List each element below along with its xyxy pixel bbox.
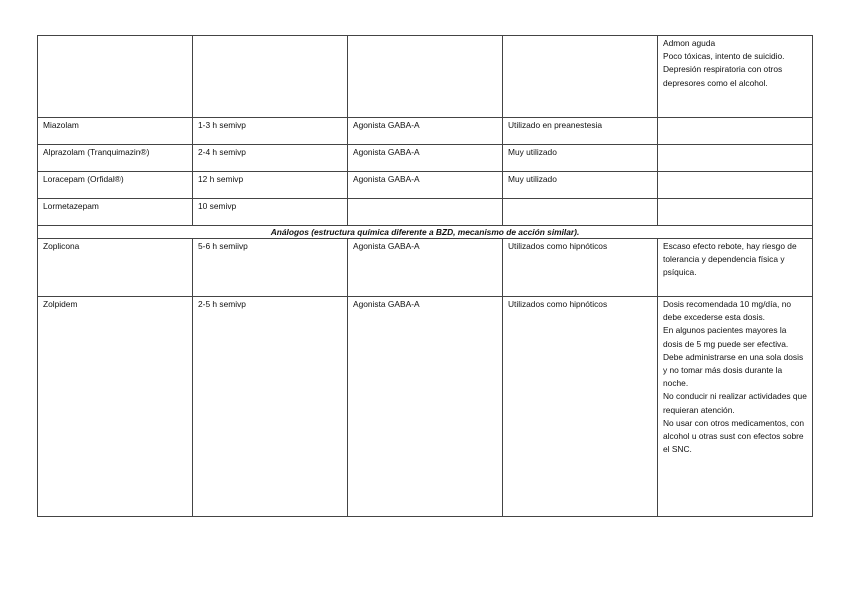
cell-notes xyxy=(658,145,813,172)
cell-mechanism xyxy=(348,199,503,226)
note-line: Poco tóxicas, intento de suicidio. Depresión respiratoria con otros depresores como el alcohol. xyxy=(663,51,785,88)
cell-name: Zolpidem xyxy=(38,297,193,517)
cell-mechanism: Agonista GABA-A xyxy=(348,239,503,297)
note-line: En algunos pacientes mayores la dosis de 5 mg puede ser efectiva. xyxy=(663,325,789,349)
cell-use: Utilizados como hipnóticos xyxy=(503,239,658,297)
cell-notes xyxy=(658,239,813,297)
cell-name: Loracepam (Orfidal®) xyxy=(38,172,193,199)
note-line: No conducir ni realizar actividades que requieran atención. xyxy=(663,391,807,415)
cell-name xyxy=(38,36,193,118)
cell-half-life: 5-6 h semiivp xyxy=(193,239,348,297)
cell-half-life: 2-5 h semivp xyxy=(193,297,348,517)
analogs-header-row xyxy=(38,226,813,239)
cell-notes xyxy=(658,118,813,145)
note-line: Admon aguda xyxy=(663,38,716,48)
cell-notes xyxy=(658,36,813,118)
cell-half-life: 12 h semivp xyxy=(193,172,348,199)
analogs-header: Análogos (estructura química diferente a BZD, mecanismo de acción similar). xyxy=(38,226,813,239)
cell-name: Zoplicona xyxy=(38,239,193,297)
cell-half-life: 2-4 h semivp xyxy=(193,145,348,172)
cell-mechanism: Agonista GABA-A xyxy=(348,145,503,172)
cell-notes xyxy=(658,297,813,517)
cell-notes xyxy=(658,172,813,199)
note-line: Debe administrarse en una sola dosis y no tomar más dosis durante la noche. xyxy=(663,351,804,389)
cell-use xyxy=(503,36,658,118)
cell-half-life xyxy=(193,36,348,118)
note-line: Escaso efecto rebote, hay riesgo de tolerancia y dependencia física y psíquica. xyxy=(663,241,797,278)
table-row xyxy=(38,145,813,172)
table-row xyxy=(38,118,813,145)
note-line: Dosis recomendada 10 mg/día, no debe excederse esta dosis. xyxy=(663,299,792,323)
cell-half-life: 1-3 h semivp xyxy=(193,118,348,145)
cell-use: Muy utilizado xyxy=(503,172,658,199)
cell-mechanism xyxy=(348,36,503,118)
cell-mechanism: Agonista GABA-A xyxy=(348,172,503,199)
cell-use xyxy=(503,199,658,226)
cell-use: Muy utilizado xyxy=(503,145,658,172)
table-row xyxy=(38,199,813,226)
note-line: No usar con otros medicamentos, con alcohol u otras sust con efectos sobre el SNC. xyxy=(663,417,805,455)
table-row xyxy=(38,239,813,297)
table-row xyxy=(38,297,813,517)
cell-notes xyxy=(658,199,813,226)
cell-half-life: 10 semivp xyxy=(193,199,348,226)
cell-mechanism: Agonista GABA-A xyxy=(348,297,503,517)
cell-mechanism: Agonista GABA-A xyxy=(348,118,503,145)
cell-use: Utilizados como hipnóticos xyxy=(503,297,658,517)
cell-use: Utilizado en preanestesia xyxy=(503,118,658,145)
table-row-top xyxy=(38,36,813,118)
cell-name: Miazolam xyxy=(38,118,193,145)
cell-name: Lormetazepam xyxy=(38,199,193,226)
cell-name: Alprazolam (Tranquimazin®) xyxy=(38,145,193,172)
table-row xyxy=(38,172,813,199)
drug-table xyxy=(37,35,813,517)
